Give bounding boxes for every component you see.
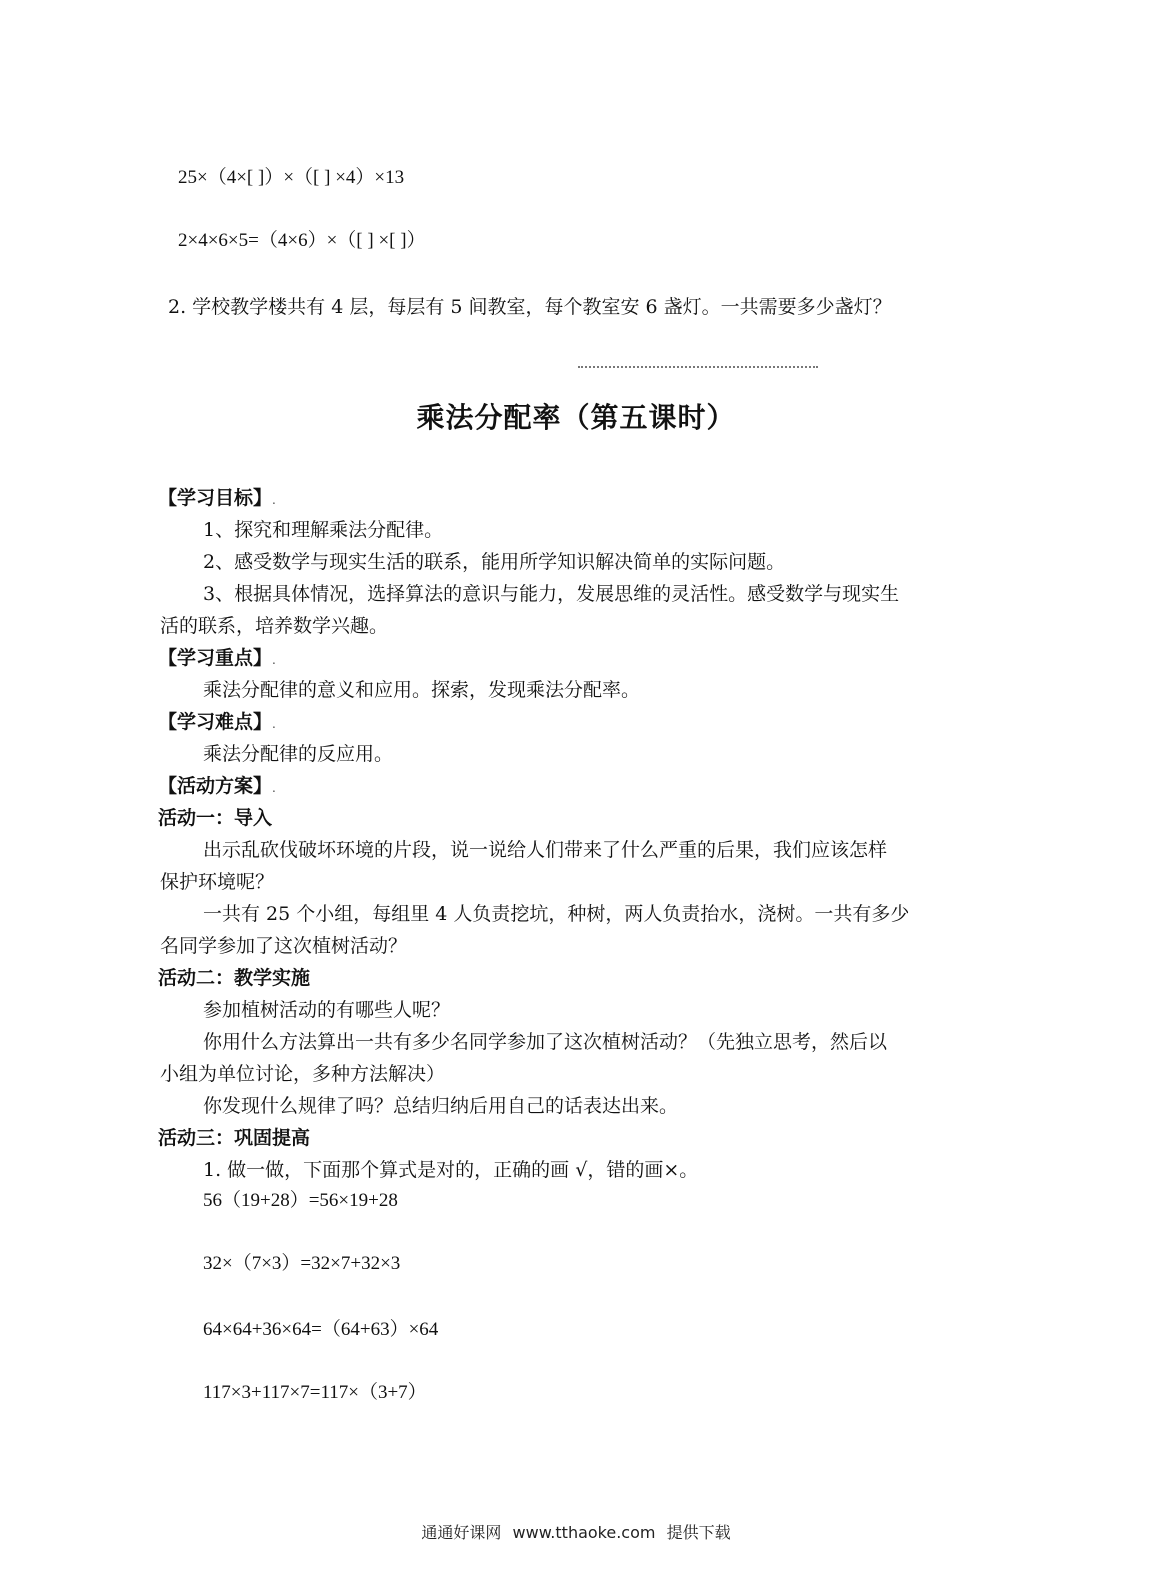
paragraph-mark-icon: . (272, 493, 276, 507)
exercise-equation-4: 117×3+117×7=117×（3+7） (203, 1382, 427, 1403)
footer-tail-text: 提供下载 (666, 1523, 731, 1542)
difficulties-heading-text: 【学习难点】 (158, 711, 273, 733)
dotted-separator (578, 356, 818, 368)
page-title: 乘法分配率（第五课时） (416, 401, 736, 434)
activity-2-heading: 活动二：教学实施 (158, 967, 311, 989)
objective-item-3: 3、根据具体情况，选择算法的意识与能力，发展思维的灵活性。感受数学与现实生 (203, 583, 900, 605)
activity-2-line-4: 你发现什么规律了吗？总结归纳后用自己的话表达出来。 (203, 1095, 679, 1117)
paragraph-mark-icon: . (272, 717, 276, 731)
activity-1-line-3: 一共有 25 个小组，每组里 4 人负责挖坑，种树，两人负责抬水，浇树。一共有多少 (203, 903, 910, 925)
plan-heading-text: 【活动方案】 (158, 775, 273, 797)
difficulties-heading (158, 710, 276, 736)
exercise-equation-1: 56（19+28）=56×19+28 (203, 1190, 398, 1211)
footer-url-link[interactable]: www.tthaoke.com (512, 1523, 656, 1542)
activity-1-heading: 活动一：导入 (158, 807, 273, 829)
exercise-equation-3: 64×64+36×64=（64+63）×64 (203, 1319, 439, 1340)
objective-item-1: 1、探究和理解乘法分配律。 (203, 519, 444, 541)
key-points-heading (158, 646, 276, 672)
key-points-heading-text: 【学习重点】 (158, 647, 273, 669)
paragraph-mark-icon: . (272, 781, 276, 795)
objectives-heading (158, 486, 276, 512)
activity-2-line-3: 小组为单位讨论，多种方法解决） (160, 1063, 446, 1085)
footer-site-name: 通通好课网 (421, 1523, 502, 1542)
fill-blank-equation-2: 2×4×6×5=（4×6）×（[ ] ×[ ]） (178, 230, 426, 251)
fill-blank-equation-1: 25×（4×[ ]）×（[ ] ×4）×13 (178, 167, 405, 188)
objective-item-2: 2、感受数学与现实生活的联系，能用所学知识解决简单的实际问题。 (203, 551, 786, 573)
paragraph-mark-icon: . (272, 653, 276, 667)
plan-heading (158, 774, 276, 800)
activity-3-heading: 活动三：巩固提高 (158, 1127, 311, 1149)
activity-1-line-2: 保护环境呢？ (160, 871, 275, 893)
activity-3-instruction: 1. 做一做，下面那个算式是对的，正确的画 √，错的画×。 (203, 1159, 699, 1181)
page-footer (0, 1520, 1152, 1543)
question-2: 2. 学校教学楼共有 4 层，每层有 5 间教室，每个教室安 6 盏灯。一共需要多少盏灯？ (168, 296, 892, 318)
difficulties-text: 乘法分配律的反应用。 (203, 743, 394, 765)
activity-2-line-1: 参加植树活动的有哪些人呢？ (203, 999, 451, 1021)
exercise-equation-2: 32×（7×3）=32×7+32×3 (203, 1253, 401, 1274)
objectives-heading-text: 【学习目标】 (158, 487, 273, 509)
activity-2-line-2: 你用什么方法算出一共有多少名同学参加了这次植树活动？（先独立思考，然后以 (203, 1031, 888, 1053)
key-points-text: 乘法分配律的意义和应用。探索，发现乘法分配率。 (203, 679, 641, 701)
activity-1-line-1: 出示乱砍伐破坏环境的片段，说一说给人们带来了什么严重的后果，我们应该怎样 (203, 839, 888, 861)
activity-1-line-4: 名同学参加了这次植树活动？ (160, 935, 408, 957)
objective-item-3-cont: 活的联系，培养数学兴趣。 (160, 615, 389, 637)
